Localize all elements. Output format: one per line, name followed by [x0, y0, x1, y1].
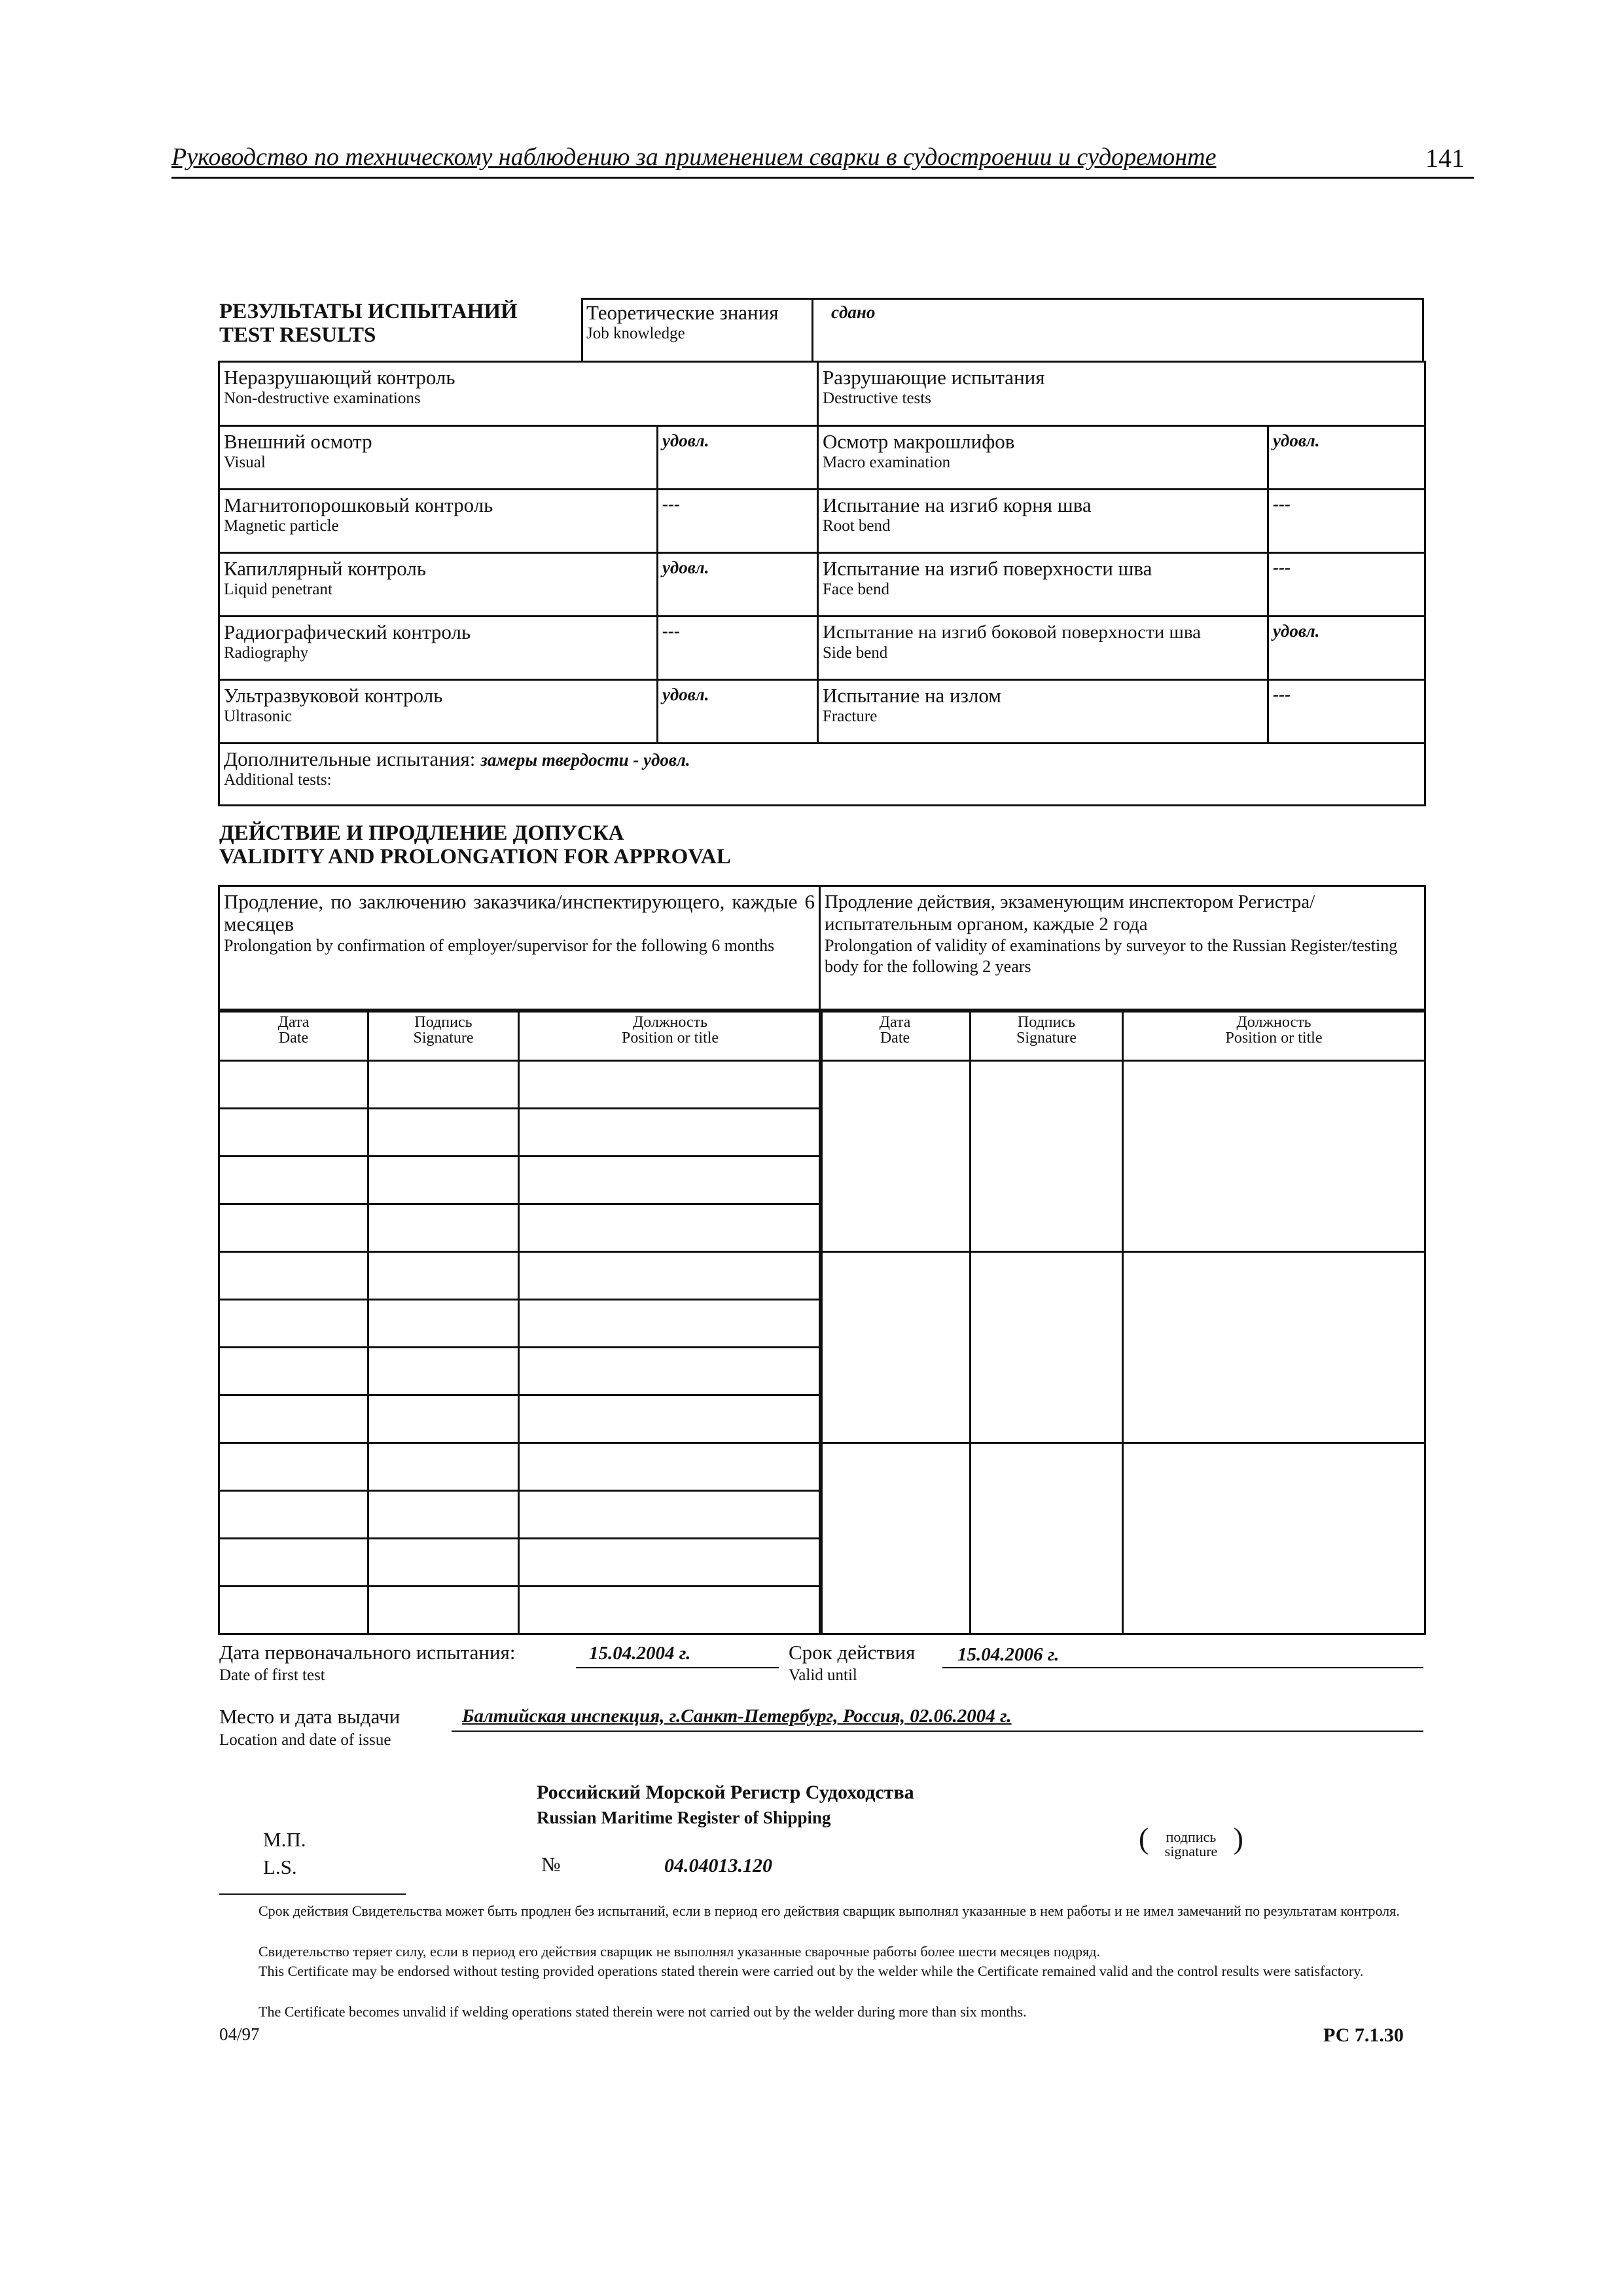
signature-cell[interactable]	[368, 1539, 519, 1587]
test-row: Капиллярный контроль Liquid penetrant удовл. Испытание на изгиб поверхности шва Face bend ---	[219, 553, 1425, 617]
date-cell[interactable]	[219, 1061, 368, 1109]
position-cell[interactable]	[519, 1252, 822, 1300]
result-value: удовл.	[662, 685, 709, 704]
issue-label-ru: Место и дата выдачи	[219, 1705, 401, 1728]
date-cell[interactable]	[219, 1587, 368, 1634]
result-value: удовл.	[662, 431, 709, 450]
position-cell[interactable]	[1123, 1061, 1425, 1252]
signature-cell[interactable]	[368, 1395, 519, 1443]
dt-header: Разрушающие испытания Destructive tests	[818, 362, 1425, 426]
running-header: Руководство по техническому наблюдению за применением сварки в судостроении и судоремонте	[171, 143, 1217, 171]
valid-until-line	[942, 1667, 1423, 1668]
table-row	[219, 1300, 822, 1348]
validity-title	[219, 821, 731, 869]
signature-cell[interactable]	[368, 1587, 519, 1634]
date-cell[interactable]	[219, 1539, 368, 1587]
table-row	[820, 1252, 1425, 1443]
table-row	[219, 1157, 822, 1204]
additional-tests: Дополнительные испытания: замеры твердости - удовл. Additional tests:	[219, 744, 1425, 806]
table-row	[219, 1252, 822, 1300]
col-signature: Подпись Signature	[368, 1010, 519, 1061]
result-value: удовл.	[1273, 431, 1320, 450]
result-value: ---	[1273, 494, 1291, 514]
header-rule	[171, 177, 1474, 179]
first-test-value: 15.04.2004 г.	[589, 1643, 691, 1664]
test-row: Внешний осмотр Visual удовл. Осмотр макрошлифов Macro examination удовл.	[219, 426, 1425, 490]
col-position: Должность Position or title	[1123, 1010, 1425, 1061]
valid-until-label-ru: Срок действия	[789, 1641, 916, 1664]
table-row	[219, 1109, 822, 1157]
signature-cell[interactable]	[368, 1157, 519, 1204]
first-test-line	[576, 1667, 779, 1668]
table-row	[820, 1061, 1425, 1252]
result-value: ---	[1273, 685, 1291, 704]
signature-cell[interactable]	[971, 1252, 1123, 1443]
position-cell[interactable]	[519, 1395, 822, 1443]
signature-cell[interactable]	[368, 1204, 519, 1252]
page-number: 141	[1425, 143, 1465, 173]
footnote-rule	[219, 1893, 406, 1895]
table-row	[219, 1204, 822, 1252]
result-value: ---	[662, 621, 680, 641]
date-cell[interactable]	[219, 1395, 368, 1443]
first-test-label-en: Date of first test	[219, 1666, 325, 1684]
result-value: удовл.	[1273, 621, 1320, 641]
date-cell[interactable]	[219, 1443, 368, 1491]
footnote-4: The Certificate becomes unvalid if welding operations stated therein were not carried out by the welder during more than six months.	[259, 2003, 1027, 2020]
prolongation-employer-header: Продление, по заключению заказчика/инспектирующего, каждые 6 месяцев Prolongation by confirmation of employer/supervisor for the following 6 months	[219, 886, 820, 1012]
result-value: ---	[1273, 558, 1291, 577]
issue-line	[452, 1731, 1423, 1732]
date-cell[interactable]	[219, 1491, 368, 1539]
result-value: удовл.	[662, 558, 709, 577]
position-cell[interactable]	[519, 1109, 822, 1157]
date-cell[interactable]	[820, 1443, 971, 1634]
position-cell[interactable]	[519, 1204, 822, 1252]
prolongation-register-header: Продление действия, экзаменующим инспектором Регистра/испытательным органом, каждые 2 года Prolongation of validity of examinations by surveyor to the Russian Register/testing body for the following 2 years	[820, 886, 1425, 1012]
test-row: Магнитопорошковый контроль Magnetic particle --- Испытание на изгиб корня шва Root bend ---	[219, 490, 1425, 553]
first-test-label-ru: Дата первоначального испытания:	[219, 1641, 516, 1664]
valid-until-value: 15.04.2006 г.	[957, 1644, 1060, 1665]
job-knowledge-label: Теоретические знания Job knowledge	[581, 298, 813, 362]
position-cell[interactable]	[519, 1300, 822, 1348]
footnote-1: Срок действия Свидетельства может быть продлен без испытаний, если в период его действия сварщик выполнял указанные в нем работы и не имел замечаний по результатам контроля.	[259, 1903, 1400, 1919]
validity-title-ru: ДЕЙСТВИЕ И ПРОДЛЕНИЕ ДОПУСКА	[219, 821, 624, 845]
position-cell[interactable]	[519, 1587, 822, 1634]
position-cell[interactable]	[1123, 1443, 1425, 1634]
test-row: Ультразвуковой контроль Ultrasonic удовл. Испытание на излом Fracture ---	[219, 680, 1425, 744]
date-cell[interactable]	[219, 1204, 368, 1252]
test-results-table	[218, 361, 1426, 806]
table-row	[820, 1443, 1425, 1634]
footnote-3: This Certificate may be endorsed without testing provided operations stated therein were carried out by the welder while the Certificate remained valid and the control results were satisfactory.	[259, 1963, 1364, 1979]
signature-cell[interactable]	[368, 1252, 519, 1300]
table-row	[219, 1587, 822, 1634]
seal-label: М.П. L.S.	[263, 1828, 306, 1878]
signature-cell[interactable]	[368, 1443, 519, 1491]
date-cell[interactable]	[219, 1300, 368, 1348]
footnote-2: Свидетельство теряет силу, если в период его действия сварщик не выполнял указанные сварочные работы более шести месяцев подряд.	[259, 1943, 1100, 1960]
number-sign: №	[541, 1853, 561, 1876]
paren-right-icon: )	[1233, 1821, 1243, 1855]
paren-left-icon: (	[1139, 1821, 1149, 1855]
date-cell[interactable]	[219, 1348, 368, 1395]
ndt-header: Неразрушающий контроль Non-destructive examinations	[219, 362, 818, 426]
signature-cell[interactable]	[368, 1061, 519, 1109]
signature-cell[interactable]	[368, 1300, 519, 1348]
table-row	[219, 1491, 822, 1539]
col-date: Дата Date	[820, 1010, 971, 1061]
signature-cell[interactable]	[368, 1491, 519, 1539]
table-row	[219, 1348, 822, 1395]
col-position: Должность Position or title	[519, 1010, 822, 1061]
signature-cell[interactable]	[368, 1109, 519, 1157]
signature-cell[interactable]	[971, 1443, 1123, 1634]
position-cell[interactable]	[519, 1539, 822, 1587]
test-row: Радиографический контроль Radiography --- Испытание на изгиб боковой поверхности шва Side bend удовл.	[219, 617, 1425, 680]
validity-header-table	[218, 885, 1426, 1013]
form-code: РС 7.1.30	[1323, 2024, 1404, 2046]
position-cell[interactable]	[519, 1061, 822, 1109]
valid-until-label-en: Valid until	[789, 1666, 857, 1684]
employer-prolongation-table	[218, 1009, 823, 1635]
signature-cell[interactable]	[368, 1348, 519, 1395]
job-knowledge-value: сдано	[831, 302, 876, 322]
date-cell[interactable]	[219, 1157, 368, 1204]
position-cell[interactable]	[519, 1491, 822, 1539]
additional-tests-value: замеры твердости - удовл.	[480, 750, 690, 770]
test-results-title-en: TEST RESULTS	[219, 323, 376, 347]
result-value: ---	[662, 494, 680, 514]
col-signature: Подпись Signature	[971, 1010, 1123, 1061]
date-cell[interactable]	[820, 1061, 971, 1252]
position-cell[interactable]	[1123, 1252, 1425, 1443]
signature-placeholder: ( подпись signature )	[1139, 1821, 1243, 1859]
test-results-title-ru: РЕЗУЛЬТАТЫ ИСПЫТАНИЙ	[219, 300, 518, 323]
validity-title-en: VALIDITY AND PROLONGATION FOR APPROVAL	[219, 845, 731, 869]
table-row	[219, 1061, 822, 1109]
date-cell[interactable]	[219, 1252, 368, 1300]
position-cell[interactable]	[519, 1157, 822, 1204]
signature-cell[interactable]	[971, 1061, 1123, 1252]
date-cell[interactable]	[820, 1252, 971, 1443]
form-date-code: 04/97	[219, 2024, 260, 2044]
table-row	[219, 1539, 822, 1587]
position-cell[interactable]	[519, 1348, 822, 1395]
position-cell[interactable]	[519, 1443, 822, 1491]
issue-label-en: Location and date of issue	[219, 1731, 391, 1749]
register-prolongation-table	[819, 1009, 1426, 1635]
table-row	[219, 1395, 822, 1443]
col-date: Дата Date	[219, 1010, 368, 1061]
issue-value: Балтийская инспекция, г.Санкт-Петербург, Россия, 02.06.2004 г.	[462, 1706, 1012, 1727]
register-name: Российский Морской Регистр Судоходства Russian Maritime Register of Shipping	[537, 1782, 914, 1827]
test-results-title	[219, 300, 518, 347]
table-row	[219, 1443, 822, 1491]
certificate-number: 04.04013.120	[664, 1855, 772, 1876]
date-cell[interactable]	[219, 1109, 368, 1157]
